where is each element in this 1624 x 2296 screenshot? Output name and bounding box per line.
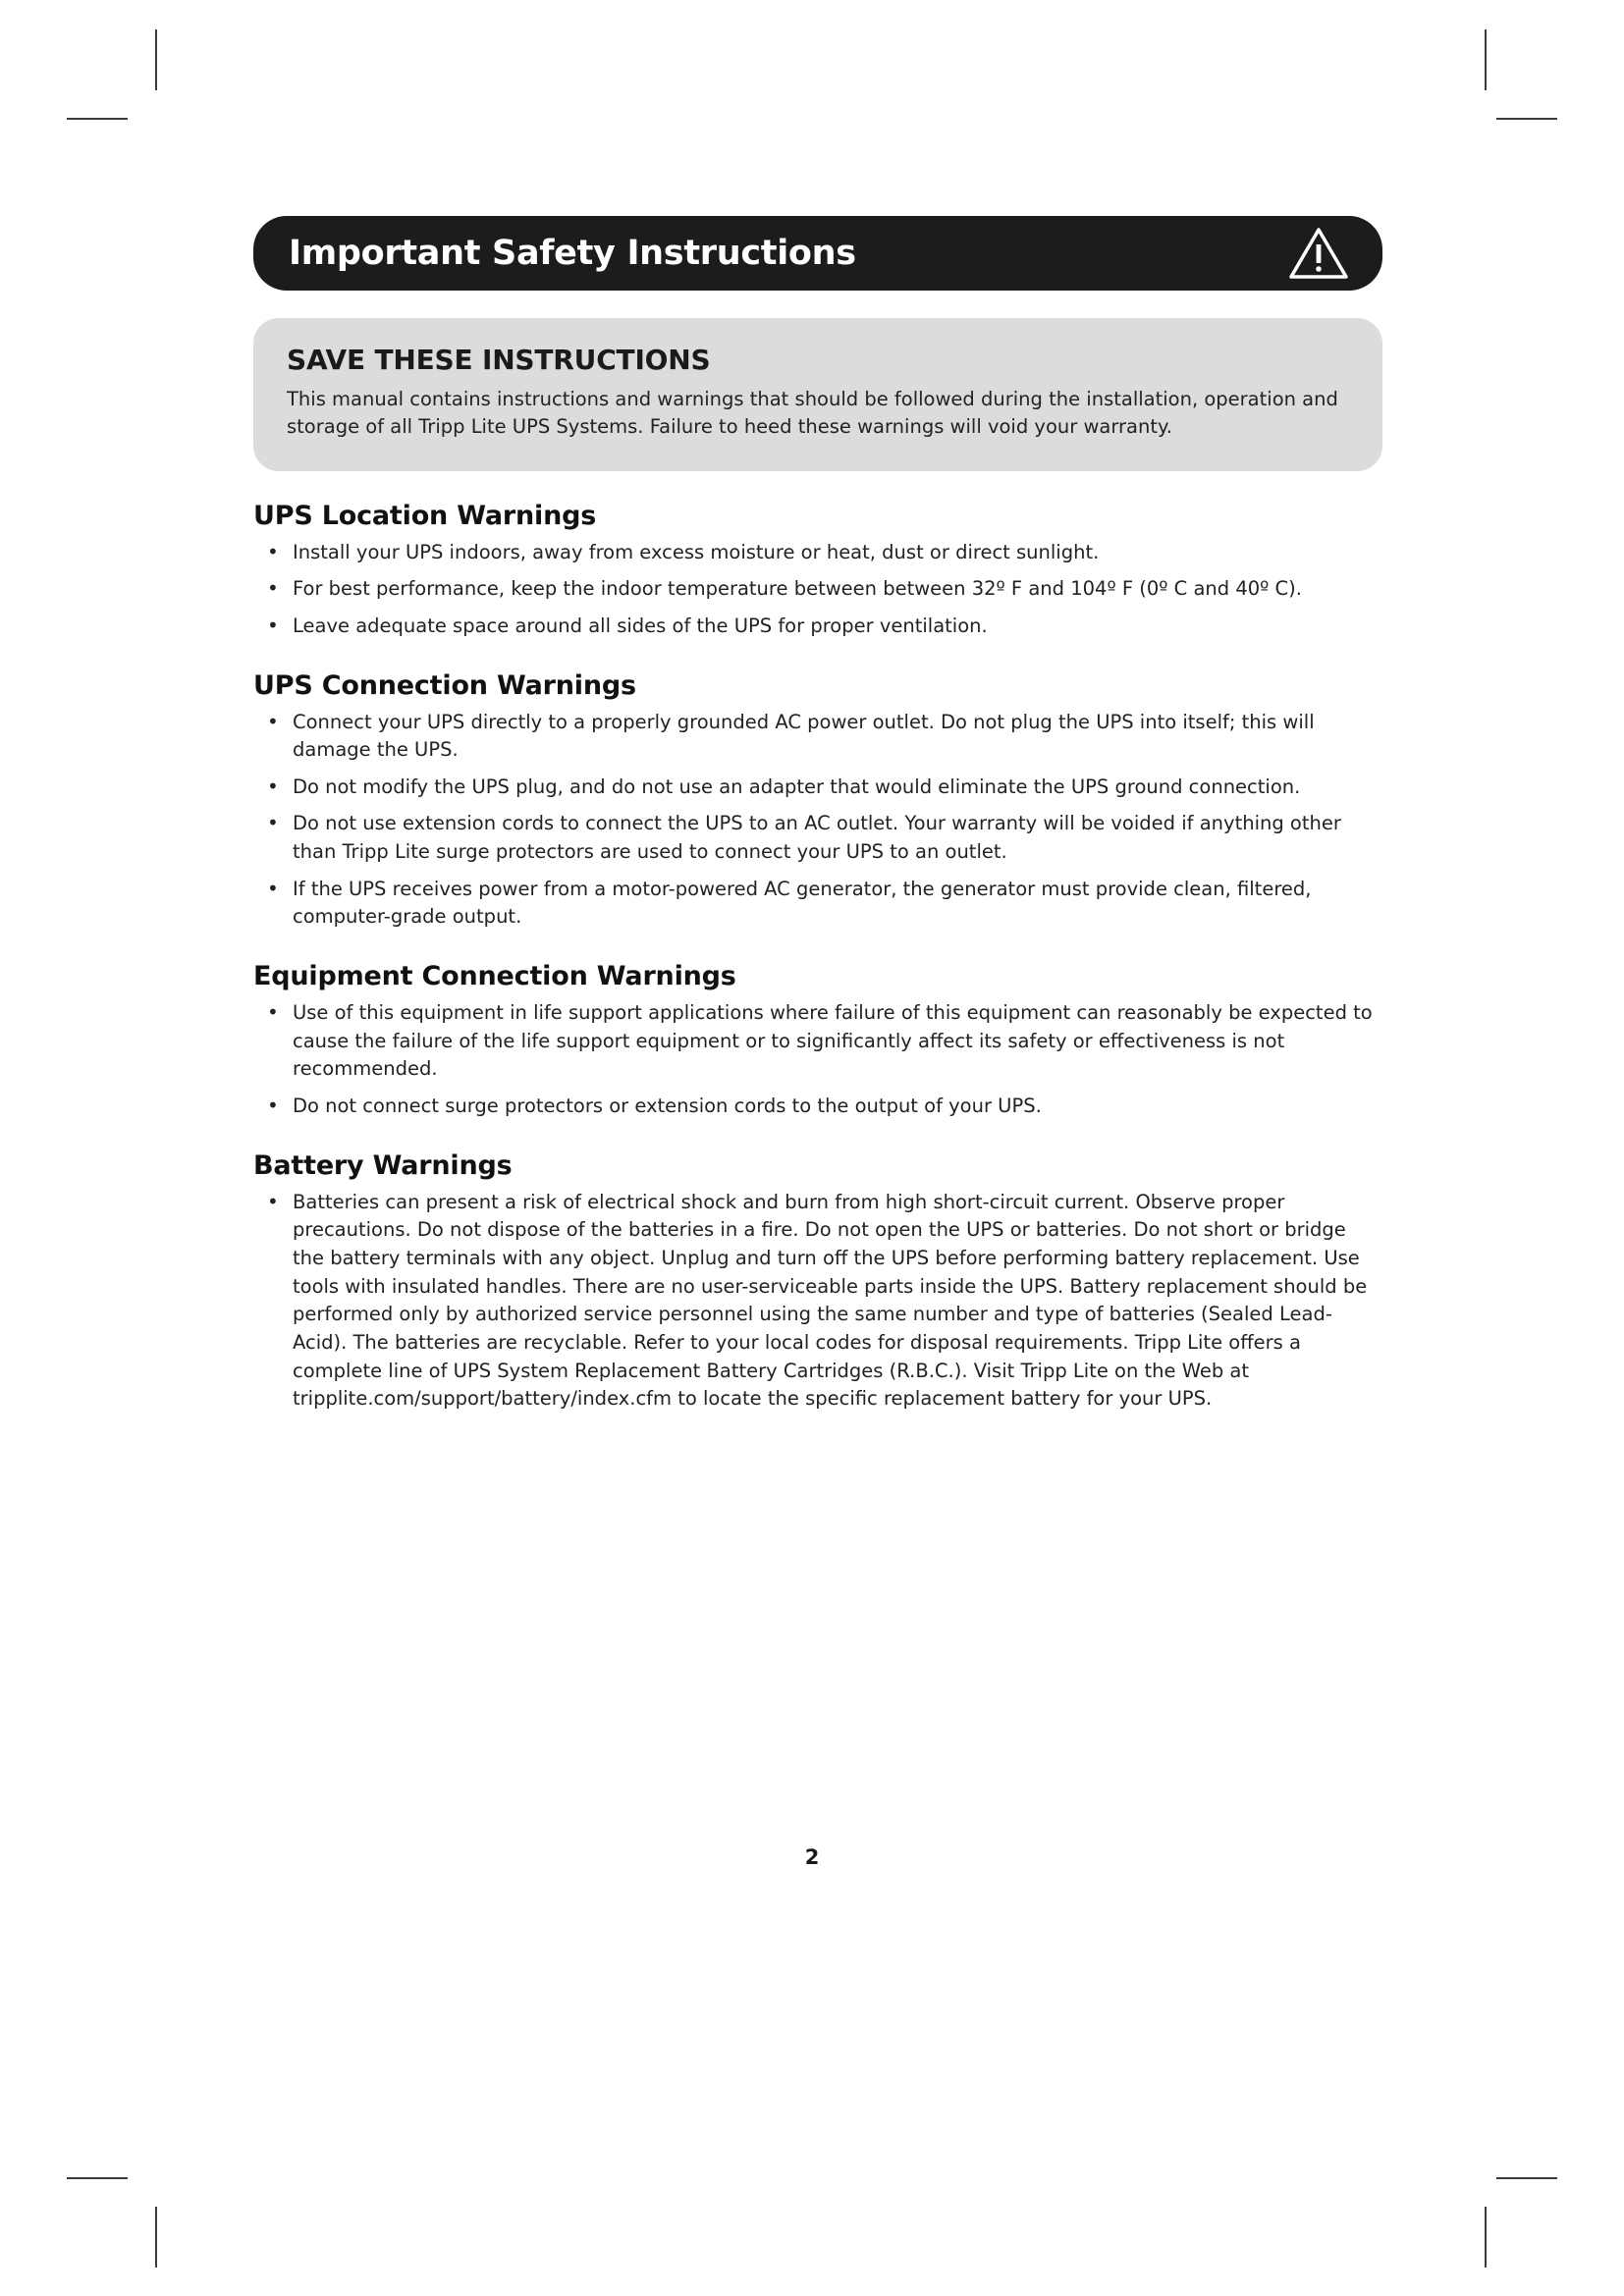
list-item: • Do not use extension cords to connect the UPS to an AC outlet. Your warranty will be voided if anything other than Tripp Lite surge protectors are used to connect your UPS to an outlet. — [253, 810, 1382, 866]
section-heading-battery: Battery Warnings — [253, 1149, 513, 1181]
list-item: • Install your UPS indoors, away from excess moisture or heat, dust or direct sunlight. — [253, 539, 1382, 567]
section-heading-ups-location: UPS Location Warnings — [253, 500, 597, 531]
save-instructions-body: This manual contains instructions and warnings that should be followed during the installation, operation and storage of all Tripp Lite UPS Systems. Failure to heed these warnings will void your warranty. — [287, 388, 1338, 439]
list-item: • Do not connect surge protectors or extension cords to the output of your UPS. — [253, 1093, 1382, 1121]
section-heading-equipment-connection: Equipment Connection Warnings — [253, 961, 736, 992]
crop-mark-bottom-right-horizontal — [1496, 2177, 1557, 2179]
list-item: • For best performance, keep the indoor temperature between between 32º F and 104º F (0º C and 40º C). — [253, 575, 1382, 604]
list-item: • Do not modify the UPS plug, and do not use an adapter that would eliminate the UPS ground connection. — [253, 774, 1382, 802]
crop-mark-top-left-horizontal — [67, 118, 128, 120]
crop-mark-bottom-left-vertical — [155, 2207, 157, 2268]
section-list-ups-connection — [253, 709, 1382, 933]
section-list-equipment-connection — [253, 999, 1382, 1121]
section-list-ups-location — [253, 539, 1382, 641]
crop-mark-bottom-left-horizontal — [67, 2177, 128, 2179]
list-item: • Connect your UPS directly to a properly grounded AC power outlet. Do not plug the UPS into itself; this will damage the UPS. — [253, 709, 1382, 765]
crop-mark-top-left-vertical — [155, 29, 157, 90]
save-instructions-heading: SAVE THESE INSTRUCTIONS — [287, 344, 711, 376]
list-item: • Batteries can present a risk of electrical shock and burn from high short-circuit current. Observe proper precautions. Do not dispose of the batteries in a fire. Do not open the UPS or batteries. Do not short or bridge the battery terminals with any object. Unplug and turn off the UPS before performing battery replacement. Use tools with insulated handles. There are no user-serviceable parts inside the UPS. Battery replacement should be performed only by authorized service personnel using the same number and type of batteries (Sealed Lead-Acid). The batteries are recyclable. Refer to your local codes for disposal requirements. Tripp Lite offers a complete line of UPS System Replacement Battery Cartridges (R.B.C.). Visit Tripp Lite on the Web at tripplite.com/support/battery/index.cfm to locate the specific replacement battery for your UPS. — [253, 1189, 1382, 1414]
list-item: • Leave adequate space around all sides of the UPS for proper ventilation. — [253, 613, 1382, 641]
document-page — [253, 216, 1382, 1422]
list-item: • Use of this equipment in life support applications where failure of this equipment can reasonably be expected to cause the failure of the life support equipment or to significantly affect its safety or effectiveness is not recommended. — [253, 999, 1382, 1084]
page-title: Important Safety Instructions — [289, 234, 856, 273]
crop-mark-top-right-horizontal — [1496, 118, 1557, 120]
section-list-battery — [253, 1189, 1382, 1414]
save-instructions-box — [253, 318, 1382, 471]
list-item: • If the UPS receives power from a motor-powered AC generator, the generator must provide clean, filtered, computer-grade output. — [253, 876, 1382, 932]
crop-mark-top-right-vertical — [1485, 29, 1487, 90]
crop-mark-bottom-right-vertical — [1485, 2207, 1487, 2268]
page-header-banner — [253, 216, 1382, 291]
page-number: 2 — [804, 1845, 820, 1869]
warning-triangle-icon — [1288, 227, 1349, 280]
section-heading-ups-connection: UPS Connection Warnings — [253, 669, 636, 701]
